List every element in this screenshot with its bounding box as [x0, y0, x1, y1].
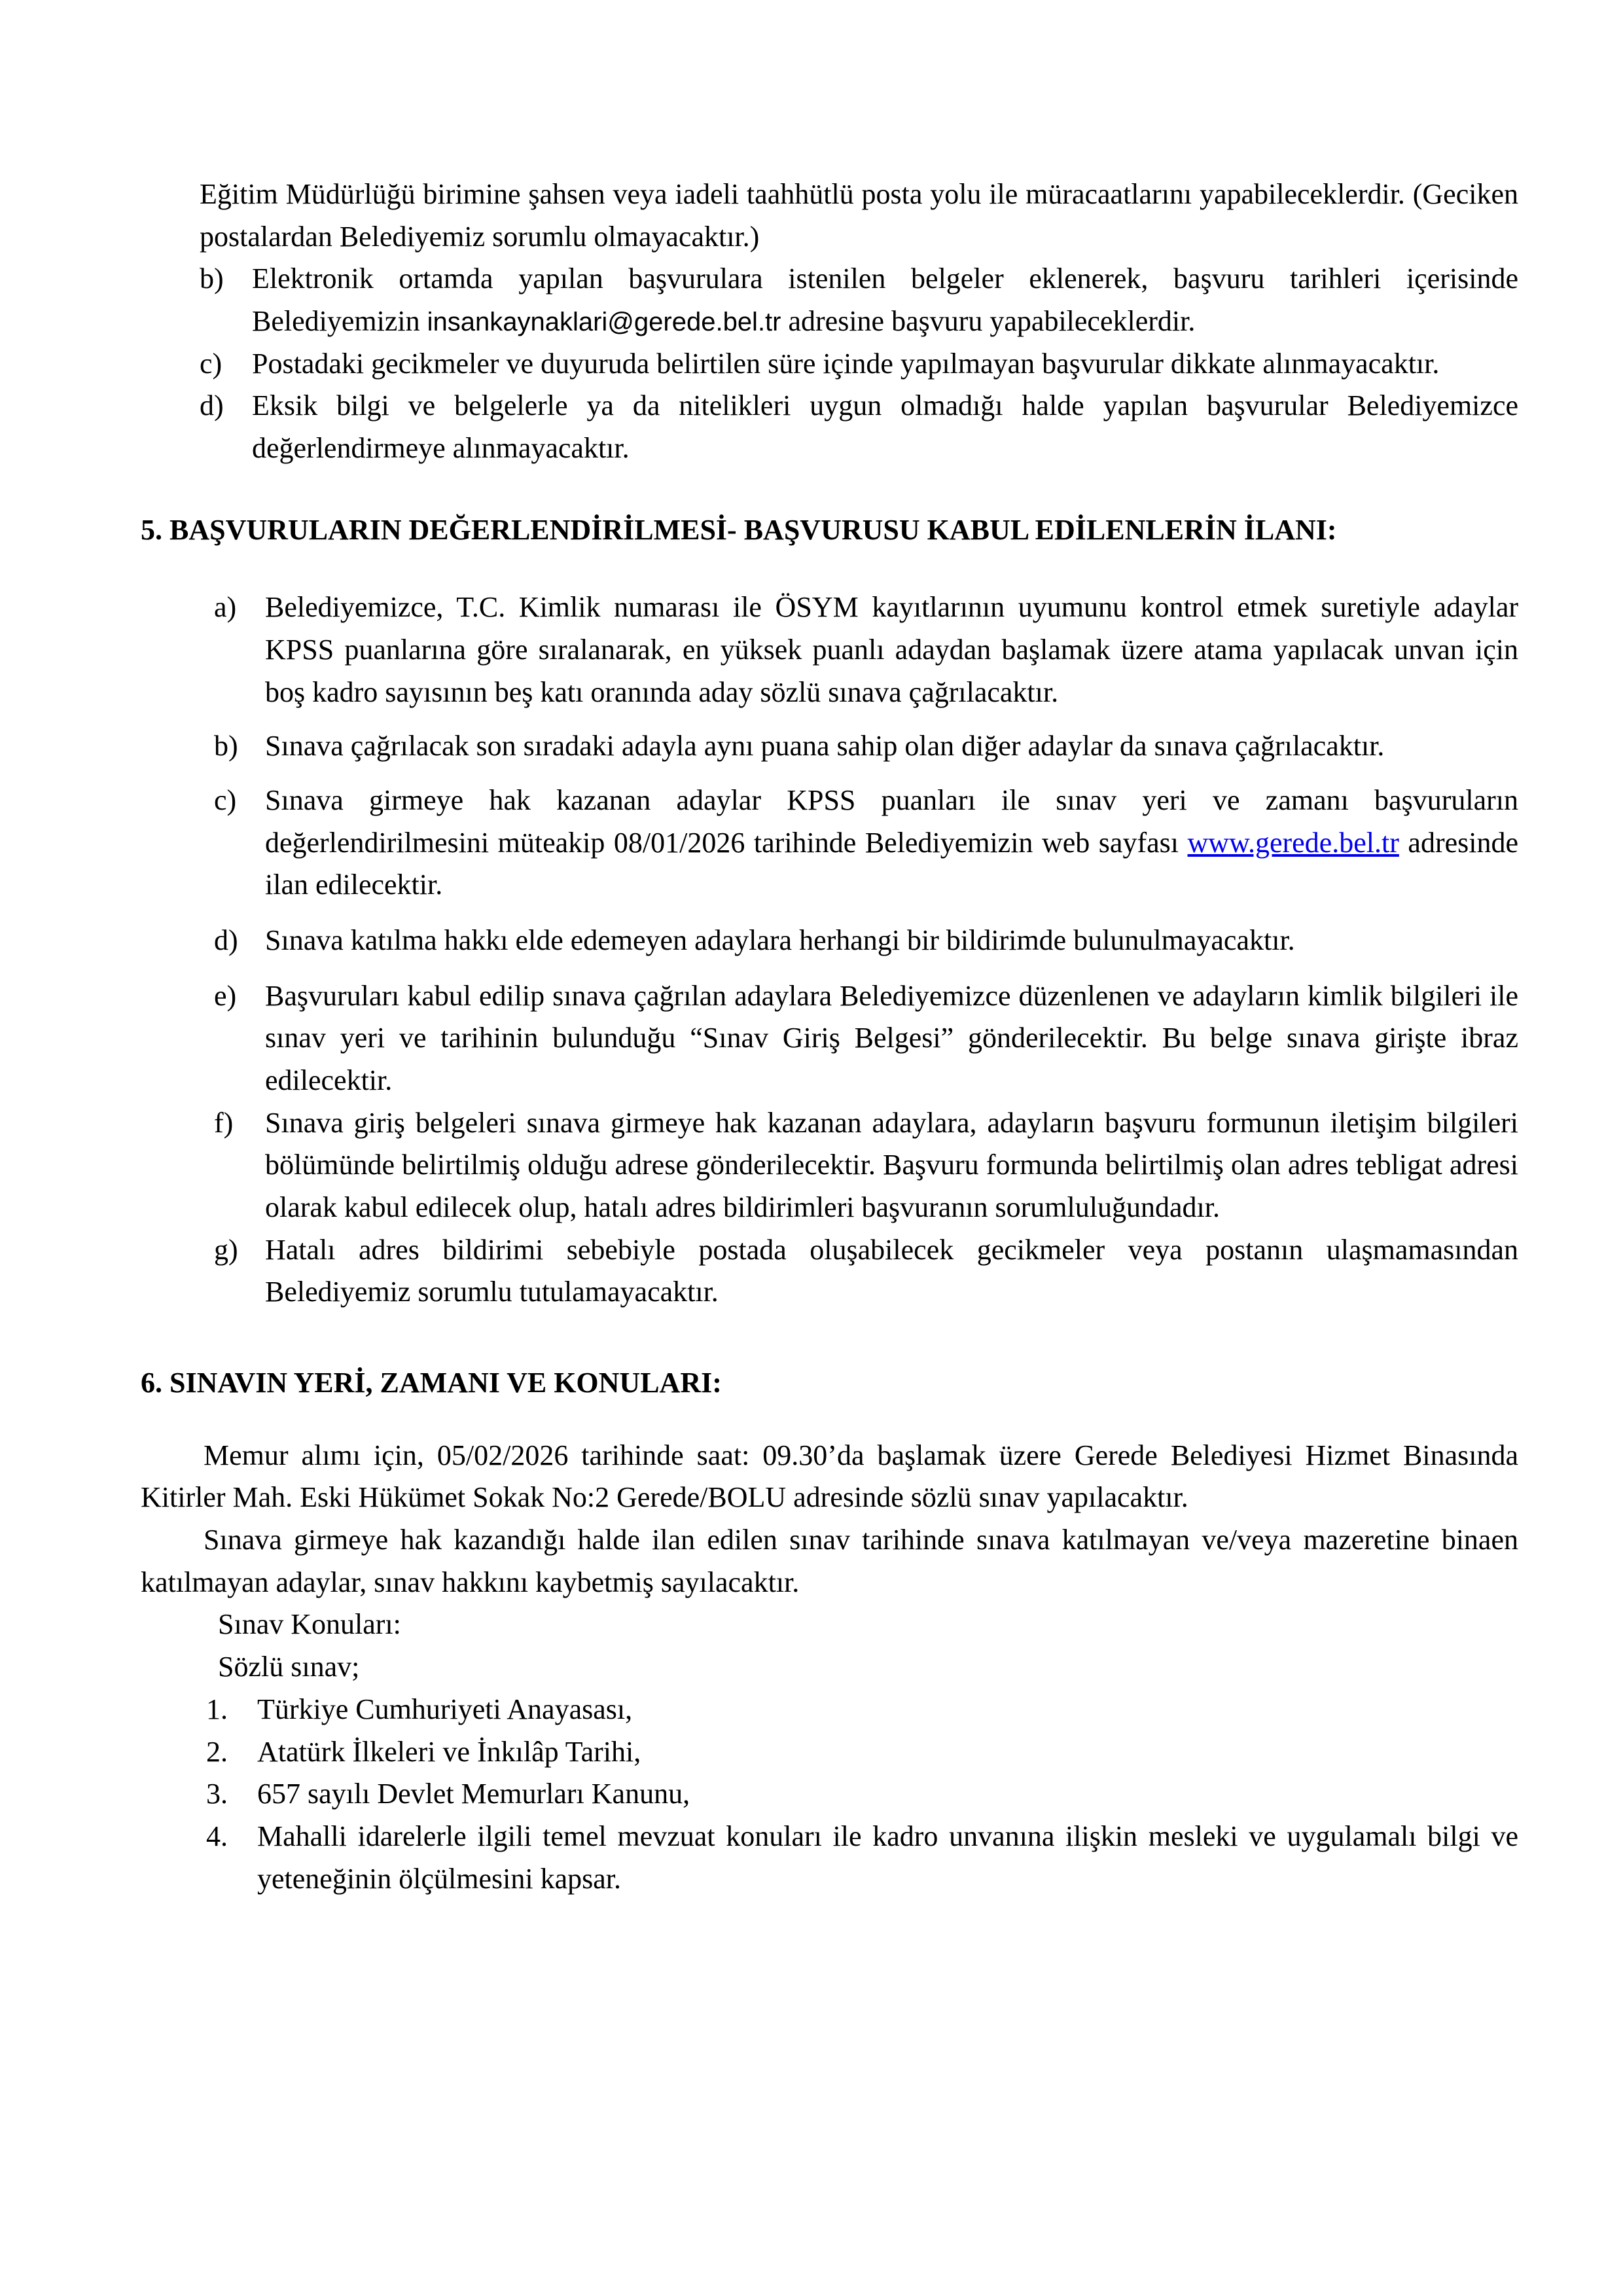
list-item-body: Sınava katılma hakkı elde edemeyen adaylara herhangi bir bildirimde bulunulmayacaktır.: [265, 924, 1295, 957]
list-item: [206, 1773, 1518, 1816]
list-item: [200, 385, 1518, 469]
list-item: [214, 586, 1518, 713]
list-item: [214, 975, 1518, 1102]
exam-absence-paragraph: Sınava girmeye hak kazandığı halde ilan edilen sınav tarihinde sınava katılmayan ve/veya mazeretine binaen katılmayan adaylar, sınav hakkını kaybetmiş sayılacaktır.: [141, 1524, 1518, 1598]
spacer: [141, 1314, 1518, 1362]
application-email-address: insankaynaklari@gerede.bel.tr: [427, 308, 781, 337]
exam-location-paragraph: Memur alımı için, 05/02/2026 tarihinde saat: 09.30’da başlamak üzere Gerede Belediyesi Hizmet Binasında Kitirler Mah. Eski Hükümet Sokak No:2 Gerede/BOLU adresinde sözlü sınav yapılacaktır.: [141, 1439, 1518, 1514]
list-marker-e: e): [214, 979, 237, 1012]
list-item: [206, 1689, 1518, 1731]
item-b-text-before-email: Elektronik ortamda yapılan başvurulara istenilen belgeler eklenerek, başvuru tarihleri içerisinde Belediyemizin: [252, 262, 1518, 338]
list-item: [200, 343, 1518, 386]
list-marker-3: 3.: [206, 1778, 228, 1810]
list-item-body: 657 sayılı Devlet Memurları Kanunu,: [257, 1778, 690, 1810]
list-marker-b: b): [200, 262, 224, 295]
list-marker-f: f): [214, 1106, 234, 1139]
section-5-heading: 5. BAŞVURULARIN DEĞERLENDİRİLMESİ- BAŞVURUSU KABUL EDİLENLERİN İLANI:: [141, 513, 1337, 546]
list-marker-a: a): [214, 591, 237, 624]
list-item: [206, 1816, 1518, 1900]
exam-subjects-list: [141, 1689, 1518, 1900]
list-item-body: [252, 258, 1518, 342]
list-item: [214, 1102, 1518, 1229]
list-item-body: Başvuruları kabul edilip sınava çağrılan adaylara Belediyemizce düzenlenen ve adayların kimlik bilgileri ile sınav yeri ve tarihinin bulunduğu “Sınav Giriş Belgesi” gönderilecektir. Bu belge sınava girişte ibraz edilecektir.: [265, 979, 1518, 1097]
list-item: [214, 780, 1518, 906]
list-marker-g: g): [214, 1233, 238, 1266]
section-6-heading: 6. SINAVIN YERİ, ZAMANI VE KONULARI:: [141, 1367, 722, 1399]
section4-letter-list: [141, 258, 1518, 469]
list-item: [214, 920, 1518, 962]
list-item: [206, 1731, 1518, 1774]
list-item-body: [265, 780, 1518, 906]
list-item-body: Belediyemizce, T.C. Kimlik numarası ile ÖSYM kayıtlarının uyumunu kontrol etmek suretiyle adaylar KPSS puanlarına göre sıralanarak, en yüksek puanlı adaydan başlamak üzere atama yapılacak unvan için boş kadro sayısının beş katı oranında aday sözlü sınava çağrılacaktır.: [265, 591, 1518, 708]
list-item-body: Sınava giriş belgeleri sınava girmeye hak kazanan adaylara, adayların başvuru formunun iletişim bilgileri bölümünde belirtilmiş olduğu adrese gönderilecektir. Başvuru formunda belirtilmiş olan adres tebligat adresi olarak kabul edilecek olup, hatalı adres bildirimleri başvuranın sorumluluğundadır.: [265, 1106, 1518, 1224]
list-marker-4: 4.: [206, 1820, 228, 1852]
item-c-text-after-link: adresinde ilan edilecektir.: [265, 826, 1518, 901]
list-marker-1: 1.: [206, 1693, 228, 1725]
list-item: [214, 1229, 1518, 1314]
spacer: [141, 1405, 1518, 1435]
section4-item-a-continuation: Eğitim Müdürlüğü birimine şahsen veya iadeli taahhütlü posta yolu ile müracaatlarını yapabileceklerdir. (Geciken postalardan Belediyemiz sorumlu olmayacaktır.): [200, 178, 1518, 253]
list-marker-c: c): [200, 347, 223, 380]
list-item-body: Postadaki gecikmeler ve duyuruda belirtilen süre içinde yapılmayan başvurular dikkate alınmayacaktır.: [252, 347, 1440, 380]
item-c-text-before-link: Sınava girmeye hak kazanan adaylar KPSS puanları ile sınav yeri ve zamanı başvuruların değerlendirilmesini müteakip 08/01/2026 tarihinde Belediyemizin web sayfası: [265, 784, 1518, 859]
list-item-body: Atatürk İlkeleri ve İnkılâp Tarihi,: [257, 1735, 641, 1768]
list-item-body: Sınava çağrılacak son sıradaki adayla aynı puana sahip olan diğer adaylar da sınava çağrılacaktır.: [265, 730, 1385, 762]
oral-exam-label: Sözlü sınav;: [218, 1651, 360, 1683]
list-marker-c: c): [214, 784, 237, 817]
list-item-body: Eksik bilgi ve belgelerle ya da nitelikleri uygun olmadığı halde yapılan başvurular Belediyemizce değerlendirmeye alınmayacaktır.: [252, 389, 1518, 465]
list-item: [214, 725, 1518, 768]
spacer: [141, 470, 1518, 509]
list-marker-d: d): [200, 389, 224, 422]
list-item-body: Mahalli idarelerle ilgili temel mevzuat konuları ile kadro unvanına ilişkin mesleki ve uygulamalı bilgi ve yeteneğinin ölçülmesini kapsar.: [257, 1820, 1518, 1895]
list-marker-2: 2.: [206, 1735, 228, 1768]
section5-letter-list: [141, 586, 1518, 1314]
exam-subjects-label: Sınav Konuları:: [218, 1608, 401, 1641]
list-marker-b: b): [214, 730, 238, 762]
gerede-website-link[interactable]: www.gerede.bel.tr: [1187, 826, 1399, 859]
list-item-body: Türkiye Cumhuriyeti Anayasası,: [257, 1693, 633, 1725]
list-item-body: Hatalı adres bildirimi sebebiyle postada oluşabilecek gecikmeler veya postanın ulaşmamasından Belediyemiz sorumlu tutulamayacaktır.: [265, 1233, 1518, 1308]
list-marker-d: d): [214, 924, 238, 957]
spacer: [141, 551, 1518, 586]
list-item: [200, 258, 1518, 342]
item-b-text-after-email: adresine başvuru yapabileceklerdir.: [781, 305, 1196, 338]
